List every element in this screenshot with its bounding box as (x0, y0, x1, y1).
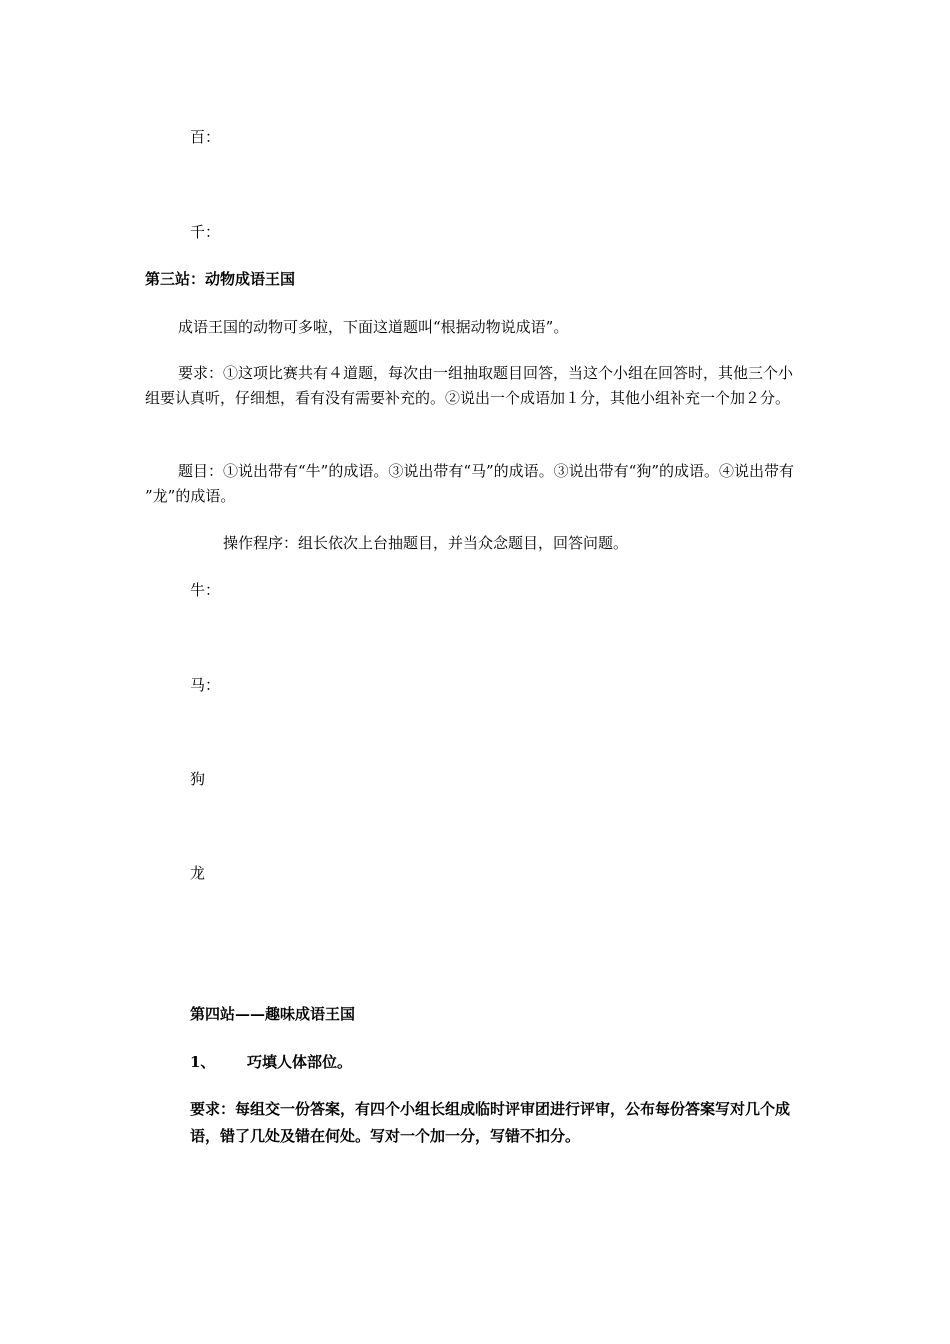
label-long: 龙 (190, 864, 206, 882)
station4-item1-title: 巧填人体部位。 (247, 1053, 353, 1071)
label-niu: 牛： (190, 581, 221, 599)
label-ma: 马： (190, 676, 221, 694)
station4-requirement: 要求：每组交一份答案，有四个小组长组成临时评审团进行评审，公布每份答案写对几个成语，错了几处及错在何处。写对一个加一分，写错不扣分。 (190, 1100, 791, 1145)
label-qian: 千： (190, 223, 221, 241)
label-gou: 狗 (190, 770, 206, 788)
station4-heading: 第四站——趣味成语王国 (190, 1005, 356, 1023)
station3-procedure: 操作程序：组长依次上台抽题目，并当众念题目，回答问题。 (223, 534, 629, 552)
station3-questions: 题目：①说出带有“牛”的成语。③说出带有“马”的成语。③说出带有“狗”的成语。④说出带有 ”龙”的成语。 (145, 462, 795, 505)
station4-item1-number: 1、 (190, 1053, 216, 1071)
station3-requirement: 要求：①这项比赛共有４道题，每次由一组抽取题目回答，当这个小组在回答时，其他三个小组要认真听，仔细想，看有没有需要补充的。②说出一个成语加１分，其他小组补充一个加２分。 (145, 364, 794, 407)
label-bai: 百： (190, 128, 221, 146)
station3-heading: 第三站：动物成语王国 (145, 270, 296, 288)
station3-intro: 成语王国的动物可多啦，下面这道题叫“根据动物说成语”。 (178, 318, 569, 336)
